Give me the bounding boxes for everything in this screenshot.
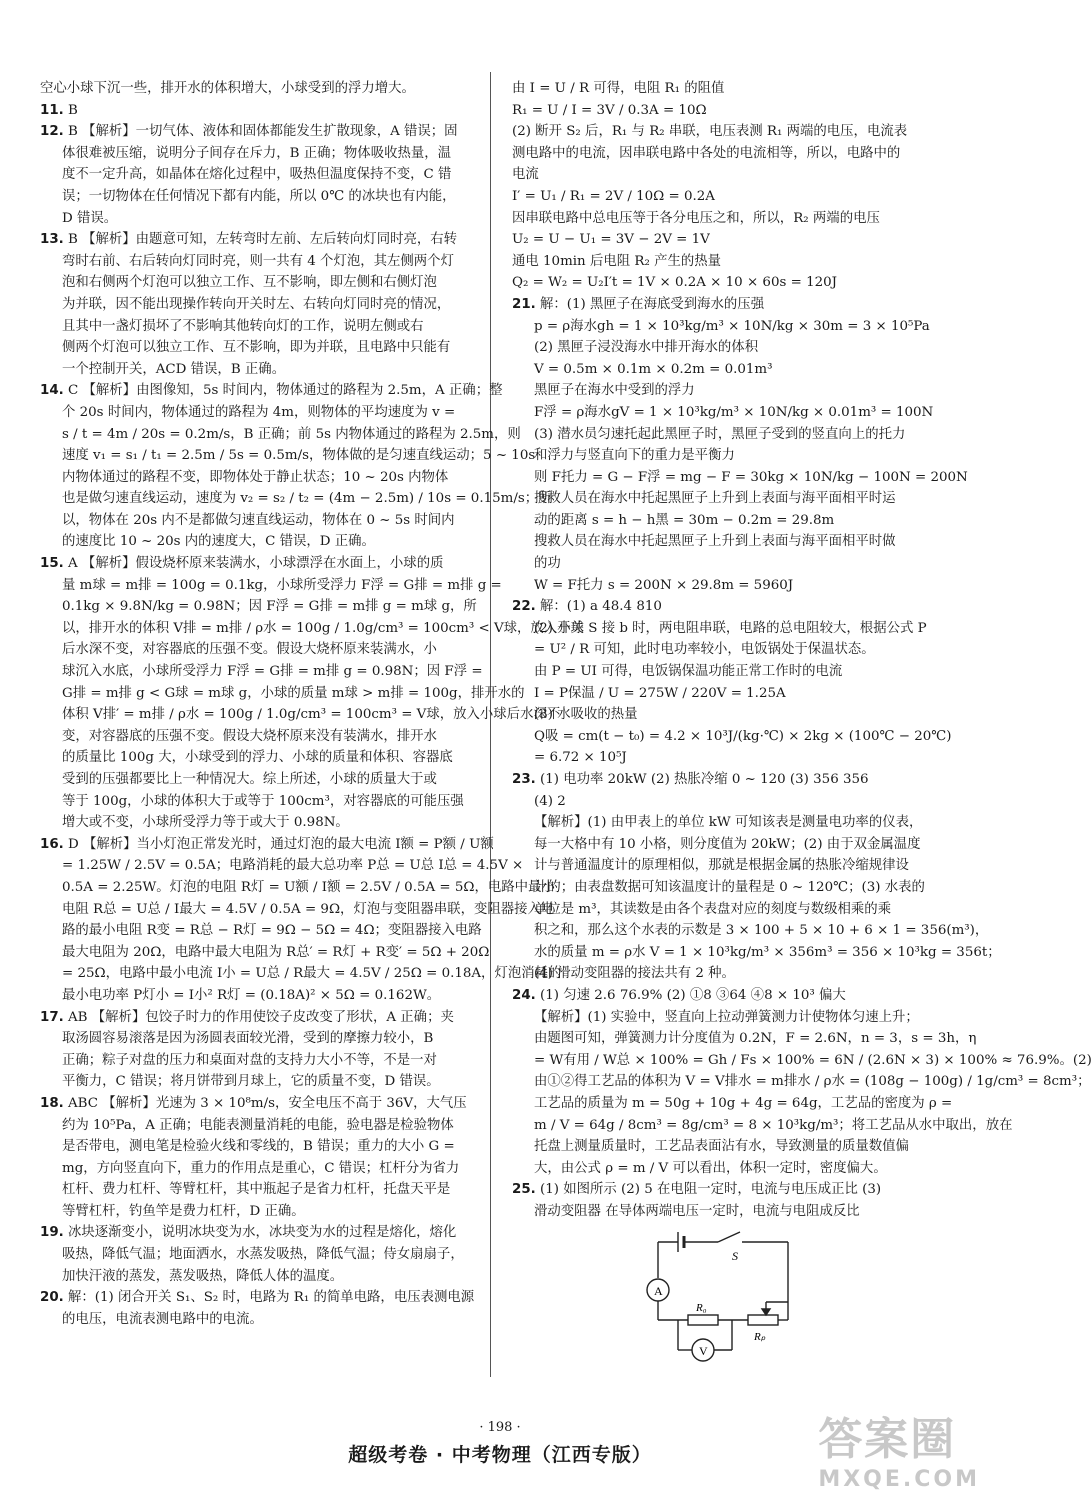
answer-text: 滑动变阻器 在导体两端电压一定时，电流与电阻成反比: [534, 1203, 860, 1219]
question-number: 23.: [512, 772, 536, 787]
answer-line: [40, 1136, 472, 1158]
answer-text: W = F托力 s = 200N × 29.8m = 5960J: [534, 577, 794, 593]
answer-text: I′ = U₁ / R₁ = 2V / 10Ω = 0.2A: [512, 188, 715, 204]
answer-text: 空心小球下沉一些，排开水的体积增大，小球受到的浮力增大。: [40, 81, 415, 96]
answer-text: s / t = 4m / 20s = 0.2m/s，B 正确；前 5s 内物体通过的路程为 2.5m，则: [62, 426, 521, 442]
answer-text: 测电路中的电流，因串联电路中各处的电流相等，所以，电路中的: [512, 145, 901, 161]
answer-item: [40, 229, 472, 380]
question-number: 21.: [512, 296, 536, 312]
answer-line: [40, 229, 472, 251]
answer-line: [512, 855, 964, 877]
answer-text: 最大电阻为 20Ω，电路中最大电阻为 R总′ = R灯 + R变′ = 5Ω + 20Ω: [62, 944, 490, 960]
answer-text: 由①②得工艺品的体积为 V = V排水 = m排水 / ρ水 = (108g − 100g) / 1g/cm³ = 8cm³；: [534, 1074, 1091, 1090]
answer-text: Q₂ = W₂ = U₂I′t = 1V × 0.2A × 10 × 60s = 120J: [512, 275, 838, 291]
answer-text: 球沉入水底，小球所受浮力 F浮 = G排 = m排 g = 0.98N；因 F浮 =: [62, 664, 483, 680]
answer-item: [512, 769, 1001, 985]
answer-line: [512, 402, 964, 424]
answer-line: [40, 510, 472, 532]
answer-text: 搜救人员在海水中托起黑匣子上升到上表面与海平面相平时做: [534, 534, 896, 550]
answer-text: 解：(1) 闭合开关 S₁、S₂ 时，电路为 R₁ 的简单电路，电压表测电源: [68, 1290, 475, 1306]
answer-line: [40, 834, 494, 856]
answer-line: [512, 1115, 1013, 1137]
watermark: [818, 1403, 980, 1492]
rheostat-label: Rₚ: [754, 1331, 766, 1343]
answer-line: [40, 272, 472, 294]
answer-line: [40, 618, 584, 640]
answer-line: [512, 510, 964, 532]
answer-line: [512, 1071, 1091, 1093]
answer-text: (1) 如图所示 (2) 5 在电阻一定时，电流与电压成正比 (3): [540, 1182, 882, 1198]
answer-text: 杠杆、费力杠杆、等臂杠杆，其中瓶起子是省力杠杆，托盘天平是: [62, 1182, 451, 1198]
question-number: 14.: [40, 383, 64, 399]
answer-line: [512, 596, 964, 618]
answer-text: 增大或不变，小球所受浮力等于或大于 0.98N。: [62, 815, 349, 831]
answer-text: Q吸 = cm(t − t₀) = 4.2 × 10³J/(kg·℃) × 2kg × (100℃ − 20℃): [534, 728, 952, 744]
answer-line: [512, 208, 964, 230]
answer-text: 托盘上测量质量时，工艺品表面沾有水，导致测量的质量数值偏: [534, 1139, 909, 1155]
answer-item: [512, 1179, 964, 1222]
answer-line: [40, 208, 472, 230]
answer-line: [40, 1222, 472, 1244]
answer-text: 通电 10min 后电阻 R₂ 产生的热量: [512, 253, 722, 269]
answer-text: 的功: [534, 556, 561, 572]
answer-line: [512, 769, 964, 791]
answer-line: [40, 920, 482, 942]
answer-text: 的速度比 10 ~ 20s 内的速度大，C 错误，D 正确。: [62, 534, 375, 550]
answer-text: (2) 断开 S₂ 后，R₁ 与 R₂ 串联，电压表测 R₁ 两端的电压，电流表: [512, 124, 908, 140]
answer-line: [512, 834, 964, 856]
answer-line: [40, 963, 562, 985]
answer-text: 为并联，因不能出现操作转向开关时左、右转向灯同时亮的情况，: [62, 296, 451, 312]
answer-text: 约为 10⁵Pa，A 正确；电能表测量消耗的电能，验电器是检验物体: [62, 1117, 454, 1133]
answer-line: [512, 639, 964, 661]
answer-text: 平衡力，C 错误；将月饼带到月球上，它的质量不变，D 错误。: [62, 1074, 440, 1090]
answer-text: 变，对容器底的压强不变。假设大烧杯原来没有装满水，排开水: [62, 728, 437, 744]
answer-text: 由 P = UI 可得，电饭锅保温功能正常工作时的电流: [534, 664, 843, 680]
answer-line: [512, 942, 1001, 964]
answer-text: 取汤圆容易滚落是因为汤圆表面较光滑，受到的摩擦力较小，B: [62, 1031, 434, 1047]
watermark-logo: 答案圈: [818, 1414, 957, 1465]
answer-text: mg，方向竖直向下，重力的作用点是重心，C 错误；杠杆分为省力: [62, 1160, 460, 1176]
answer-line: [512, 812, 964, 834]
answer-text: R₁ = U / I = 3V / 0.3A = 10Ω: [512, 102, 707, 118]
answer-line: [40, 639, 472, 661]
answer-text: 每一大格中有 10 小格，则分度值为 20kW；(2) 由于双金属温度: [534, 836, 921, 852]
answer-text: 解：(1) 黑匣子在海底受到海水的压强: [540, 296, 765, 312]
question-number: 24.: [512, 987, 536, 1003]
answer-line: [40, 812, 472, 834]
answer-text: 计的；由表盘数据可知该温度计的量程是 0 ~ 120℃；(3) 水表的: [534, 879, 925, 895]
ammeter-label: A: [654, 1284, 663, 1298]
answer-line: [512, 575, 964, 597]
answer-line: [40, 985, 472, 1007]
answer-text: 冰块逐渐变小，说明冰块变为水，冰块变为水的过程是熔化，熔化: [68, 1225, 457, 1241]
answer-text: V = 0.5m × 0.1m × 0.2m = 0.01m³: [534, 361, 773, 377]
answer-text: 黑匣子在海水中受到的浮力: [534, 383, 695, 399]
answer-line: [40, 1244, 472, 1266]
answer-text: (3) 水吸收的热量: [534, 707, 638, 723]
right-column: [512, 78, 1092, 1222]
answer-text: D 错误。: [62, 210, 118, 226]
answer-line: [40, 316, 472, 338]
answer-line: [512, 683, 964, 705]
answer-line: [40, 186, 472, 208]
answer-text: 以，排开水的体积 V排 = m排 / ρ水 = 100g / 1.0g/cm³ = 100cm³ < V球，放入小球: [62, 620, 584, 636]
answer-text: 度不一定升高，如晶体在熔化过程中，吸热但温度保持不变，C 错: [62, 167, 452, 183]
answer-text: F浮 = ρ海水gV = 1 × 10³kg/m³ × 10N/kg × 0.01m³ = 100N: [534, 404, 934, 420]
answer-line: [512, 553, 964, 575]
answer-item: [512, 596, 964, 769]
answer-item: [40, 1007, 472, 1093]
answer-text: 的质量比 100g 大，小球受到的浮力、小球的质量和体积、容器底: [62, 750, 453, 766]
answer-line: [512, 294, 964, 316]
answer-text: 正确；粽子对盘的压力和桌面对盘的支持力大小不等，不是一对: [62, 1052, 437, 1068]
answer-text: G排 = m排 g < G球 = m球 g，小球的质量 m球 > m排 = 100g，排开水的: [62, 685, 525, 701]
answer-text: 等臂杠杆，钓鱼竿是费力杠杆，D 正确。: [62, 1203, 305, 1219]
answer-text: 因串联电路中总电压等于各分电压之和，所以，R₂ 两端的电压: [512, 210, 880, 226]
answer-text: 也是做匀速直线运动，速度为 v₂ = s₂ / t₂ = (4m − 2.5m) / 10s = 0.15m/s；所: [62, 491, 552, 507]
answer-line: [40, 402, 472, 424]
answer-text: 吸热，降低气温；地面洒水，水蒸发吸热，降低气温；侍女扇扇子，: [62, 1247, 464, 1263]
answer-text: 则 F托力 = G − F浮 = mg − F = 30kg × 10N/kg − 100N = 200N: [534, 469, 968, 485]
answer-text: (2) 开关 S 接 b 时，两电阻串联，电路的总电阻较大，根据公式 P: [534, 620, 927, 636]
answer-text: p = ρ海水gh = 1 × 10³kg/m³ × 10N/kg × 30m = 3 × 10⁵Pa: [534, 318, 930, 334]
answer-line: [40, 294, 472, 316]
answer-line: [40, 1028, 472, 1050]
answer-line: [40, 531, 472, 553]
answer-text: 加快汗液的蒸发，蒸发吸热，降低人体的温度。: [62, 1268, 344, 1284]
answer-line: [512, 747, 964, 769]
answer-text: 弯时右前、右后转向灯同时亮，则一共有 4 个灯泡，其左侧两个灯: [62, 253, 454, 269]
answer-text: AB 【解析】包饺子时力的作用使饺子皮改变了形状，A 正确；夹: [68, 1009, 454, 1025]
answer-text: 解：(1) a 48.4 810: [540, 599, 662, 615]
answer-line: [40, 899, 555, 921]
answer-line: [40, 1287, 475, 1309]
answer-line: [40, 467, 472, 489]
answer-text: = 6.72 × 10⁵J: [534, 750, 627, 766]
answer-text: 大，由公式 ρ = m / V 可以看出，体积一定时，密度偏大。: [534, 1160, 887, 1176]
answer-line: [40, 251, 472, 273]
answer-line: [512, 1179, 964, 1201]
answer-line: [40, 143, 472, 165]
answer-line: [512, 78, 964, 100]
answer-line: [40, 769, 472, 791]
answer-text: U₂ = U − U₁ = 3V − 2V = 1V: [512, 232, 710, 248]
answer-text: 单位是 m³，其读数是由各个表盘对应的刻度与数级相乘的乘: [534, 901, 892, 917]
answer-line: [40, 683, 525, 705]
answer-line: [512, 229, 964, 251]
answer-line: [40, 575, 502, 597]
answer-text: 侧两个灯泡可以独立工作、互不影响，即为并联，且电路中只能有: [62, 340, 451, 356]
answer-text: 由 I = U / R 可得，电阻 R₁ 的阻值: [512, 81, 725, 96]
answer-item: [40, 380, 552, 553]
answer-line: [40, 1158, 472, 1180]
answer-item: [512, 78, 964, 294]
answer-line: [512, 963, 964, 985]
answer-text: = 1.25W / 2.5V = 0.5A；电路消耗的最大总功率 P总 = U总 I总 = 4.5V ×: [62, 858, 524, 874]
answer-text: (2) 黑匣子浸没海水中排开海水的体积: [534, 340, 759, 356]
answer-text: 和浮力与竖直向下的重力是平衡力: [534, 448, 735, 464]
answer-item: [512, 294, 968, 596]
answer-line: [40, 942, 490, 964]
answer-line: [512, 121, 964, 143]
answer-line: [40, 1071, 472, 1093]
answer-line: [512, 100, 964, 122]
answer-line: [512, 618, 964, 640]
answer-line: [512, 164, 964, 186]
answer-text: (4) 2: [534, 793, 566, 809]
switch-label: S: [732, 1249, 738, 1263]
answer-text: 个 20s 时间内，物体通过的路程为 4m，则物体的平均速度为 v =: [62, 404, 456, 420]
answer-line: [512, 488, 964, 510]
answer-item: [40, 1093, 472, 1223]
answer-text: B 【解析】一切气体、液体和固体都能发生扩散现象，A 错误；固: [68, 124, 458, 140]
answer-text: C 【解析】由图像知，5s 时间内，物体通过的路程为 2.5m，A 正确；整: [68, 383, 503, 399]
answer-text: = W有用 / W总 × 100% = Gh / Fs × 100% = 6N / (2.6N × 3) × 100% ≈ 76.9%。(2): [534, 1052, 1092, 1068]
answer-line: [512, 531, 964, 553]
answer-item: [40, 100, 472, 122]
answer-line: [40, 726, 472, 748]
answer-line: [40, 747, 472, 769]
answer-line: [512, 1028, 977, 1050]
answer-text: 体积 V排′ = m排 / ρ水 = 100g / 1.0g/cm³ = 100cm³ = V球，放入小球后水深不: [62, 707, 561, 723]
answer-line: [512, 877, 964, 899]
answer-text: 积之和，那么这个水表的示数是 3 × 100 + 5 × 10 + 6 × 1 = 356(m³)，: [534, 923, 989, 939]
answer-line: [512, 251, 964, 273]
answer-text: B: [68, 102, 78, 118]
question-number: 22.: [512, 599, 536, 615]
answer-text: 体很难被压缩，说明分子间存在斥力，B 正确；物体吸收热量，温: [62, 145, 452, 161]
answer-item: [40, 1287, 475, 1330]
answer-text: 0.5A = 2.25W。灯泡的电阻 R灯 = U额 / I额 = 2.5V / 0.5A = 5Ω，电路中最小: [62, 879, 555, 895]
answer-text: 量 m球 = m排 = 100g = 0.1kg，小球所受浮力 F浮 = G排 = m排 g =: [62, 577, 502, 593]
answer-text: ABC 【解析】光速为 3 × 10⁸m/s，安全电压不高于 36V，大气压: [68, 1095, 467, 1111]
answer-text: 动的距离 s = h − h黑 = 30m − 0.2m = 29.8m: [534, 512, 835, 528]
answer-line: [40, 1115, 472, 1137]
answer-text: 的电压，电流表测电路中的电流。: [62, 1311, 263, 1327]
answer-line: [512, 985, 964, 1007]
question-number: 20.: [40, 1290, 64, 1306]
answer-text: 【解析】(1) 由甲表上的单位 kW 可知该表是测量电功率的仪表，: [534, 815, 923, 831]
answer-text: 受到的压强都要比上一种情况大。综上所述，小球的质量大于或: [62, 772, 437, 787]
answer-line: [512, 467, 968, 489]
answer-line: [512, 1136, 964, 1158]
page-number: · 198 ·: [479, 1420, 521, 1435]
answer-text: B 【解析】由题意可知，左转弯时左前、左后转向灯同时亮，右转: [68, 232, 458, 248]
answer-line: [40, 78, 472, 100]
answer-line: [40, 1309, 472, 1331]
answer-line: [512, 316, 964, 338]
answer-line: [40, 488, 552, 510]
question-number: 12.: [40, 124, 64, 140]
answer-line: [40, 1007, 472, 1029]
answer-line: [512, 1050, 1092, 1072]
answer-line: [512, 380, 964, 402]
answer-line: [40, 121, 472, 143]
answer-item: [40, 78, 472, 100]
answer-line: [512, 791, 964, 813]
answer-text: 后水深不变，对容器底的压强不变。假设大烧杯原来装满水，小: [62, 642, 437, 658]
answer-item: [40, 1222, 472, 1287]
answer-line: [40, 553, 472, 575]
answer-line: [40, 337, 472, 359]
answer-line: [40, 1093, 472, 1115]
answer-line: [40, 424, 521, 446]
answer-line: [40, 704, 561, 726]
answer-line: [40, 1201, 472, 1223]
answer-text: 搜救人员在海水中托起黑匣子上升到上表面与海平面相平时运: [534, 491, 896, 507]
answer-text: 且其中一盏灯损坏了不影响其他转向灯的工作，说明左侧或右: [62, 318, 424, 334]
answer-text: 最小电功率 P灯小 = I小² R灯 = (0.18A)² × 5Ω = 0.162W。: [62, 987, 441, 1003]
question-number: 16.: [40, 836, 64, 852]
answer-text: 等于 100g，小球的体积大于或等于 100cm³，对容器底的可能压强: [62, 793, 464, 809]
answer-line: [40, 164, 472, 186]
question-number: 13.: [40, 232, 64, 248]
answer-text: 以，物体在 20s 内不是都做匀速直线运动，物体在 0 ~ 5s 时间内: [62, 512, 455, 528]
answer-text: (1) 电功率 20kW (2) 热胀冷缩 0 ~ 120 (3) 356 356: [540, 772, 869, 787]
answer-text: (4) 滑动变阻器的接法共有 2 种。: [534, 966, 735, 982]
answer-line: [512, 661, 964, 683]
answer-line: [512, 899, 964, 921]
answer-text: 速度 v₁ = s₁ / t₁ = 2.5m / 5s = 0.5m/s，物体做的是匀速直线运动；5 ~ 10s: [62, 448, 536, 464]
answer-line: [512, 186, 964, 208]
answer-line: [512, 726, 964, 748]
answer-line: [512, 445, 964, 467]
answer-line: [40, 359, 472, 381]
answer-line: [512, 704, 964, 726]
answer-line: [512, 143, 964, 165]
answer-line: [512, 337, 964, 359]
answer-text: 泡和右侧两个灯泡可以独立工作、互不影响，即左侧和右侧灯泡: [62, 275, 437, 291]
answer-line: [40, 1266, 472, 1288]
answer-text: 电阻 R总 = U总 / I最大 = 4.5V / 0.5A = 9Ω，灯泡与变阻器串联，变阻器接入电: [62, 901, 555, 917]
answer-item: [512, 985, 1092, 1179]
answer-text: 内物体通过的路程不变，即物体处于静止状态；10 ~ 20s 内物体: [62, 469, 449, 485]
answer-text: 由题图可知，弹簧测力计分度值为 0.2N，F = 2.6N，n = 3，s = 3h，η: [534, 1031, 977, 1047]
answer-line: [40, 1179, 472, 1201]
question-number: 18.: [40, 1095, 64, 1111]
answer-text: 0.1kg × 9.8N/kg = 0.98N；因 F浮 = G排 = m排 g = m球 g，所: [62, 599, 477, 615]
answer-line: [512, 272, 964, 294]
question-number: 17.: [40, 1009, 64, 1025]
voltmeter-label: V: [699, 1344, 708, 1358]
answer-line: [40, 661, 483, 683]
answer-text: = U² / R 可知，此时电功率较小，电饭锅处于保温状态。: [534, 642, 875, 658]
answer-line: [40, 596, 477, 618]
answer-line: [512, 424, 964, 446]
question-number: 25.: [512, 1182, 536, 1198]
resistor-label: R₀: [696, 1302, 707, 1314]
answer-line: [40, 445, 536, 467]
answer-text: I = P保温 / U = 275W / 220V = 1.25A: [534, 685, 786, 701]
answer-line: [512, 359, 964, 381]
answer-line: [40, 1050, 472, 1072]
answer-text: m / V = 64g / 8cm³ = 8g/cm³ = 8 × 10³kg/m³；将工艺品从水中取出，放在: [534, 1117, 1013, 1133]
answer-text: 一个控制开关，ACD 错误，B 正确。: [62, 361, 286, 377]
answer-text: 路的最小电阻 R变 = R总 − R灯 = 9Ω − 5Ω = 4Ω；变阻器接入电路: [62, 923, 482, 939]
question-number: 19.: [40, 1225, 64, 1241]
answer-item: [40, 121, 472, 229]
answer-text: (1) 匀速 2.6 76.9% (2) ①8 ③64 ④8 × 10³ 偏大: [540, 987, 846, 1003]
question-number: 15.: [40, 556, 64, 572]
answer-text: D 【解析】当小灯泡正常发光时，通过灯泡的最大电流 I额 = P额 / U额: [68, 836, 494, 852]
answer-line: [40, 791, 472, 813]
answer-line: [512, 920, 989, 942]
answer-text: 【解析】(1) 实验中，竖直向上拉动弹簧测力计使物体匀速上升；: [534, 1009, 919, 1025]
answer-text: = 25Ω，电路中最小电流 I小 = U总 / R最大 = 4.5V / 25Ω = 0.18A，灯泡消耗的: [62, 966, 562, 982]
answer-line: [40, 877, 555, 899]
answer-line: [40, 855, 524, 877]
answer-line: [40, 100, 472, 122]
answer-text: A 【解析】假设烧杯原来装满水，小球漂浮在水面上，小球的质: [68, 556, 444, 572]
circuit-diagram: [648, 1220, 798, 1370]
answer-line: [512, 1158, 964, 1180]
answer-text: 电流: [512, 167, 539, 183]
answer-line: [512, 1093, 964, 1115]
answer-line: [512, 1007, 964, 1029]
answer-line: [40, 380, 503, 402]
answer-text: 计与普通温度计的原理相似，那就是根据金属的热胀冷缩规律设: [534, 858, 909, 874]
answer-text: 工艺品的质量为 m = 50g + 10g + 4g = 64g，工艺品的密度为 ρ =: [534, 1095, 953, 1111]
answer-text: (3) 潜水员匀速托起此黑匣子时，黑匣子受到的竖直向上的托力: [534, 426, 906, 442]
question-number: 11.: [40, 102, 64, 118]
answer-text: 误；一切物体在任何情况下都有内能，所以 0℃ 的冰块也有内能，: [62, 188, 456, 204]
answer-text: 水的质量 m = ρ水 V = 1 × 10³kg/m³ × 356m³ = 356 × 10³kg = 356t；: [534, 944, 1001, 960]
book-title: 超级考卷 · 中考物理（江西专版）: [348, 1444, 652, 1466]
answer-text: 是否带电，测电笔是检验火线和零线的，B 错误；重力的大小 G =: [62, 1139, 455, 1155]
watermark-site: MXQE.COM: [818, 1467, 980, 1492]
